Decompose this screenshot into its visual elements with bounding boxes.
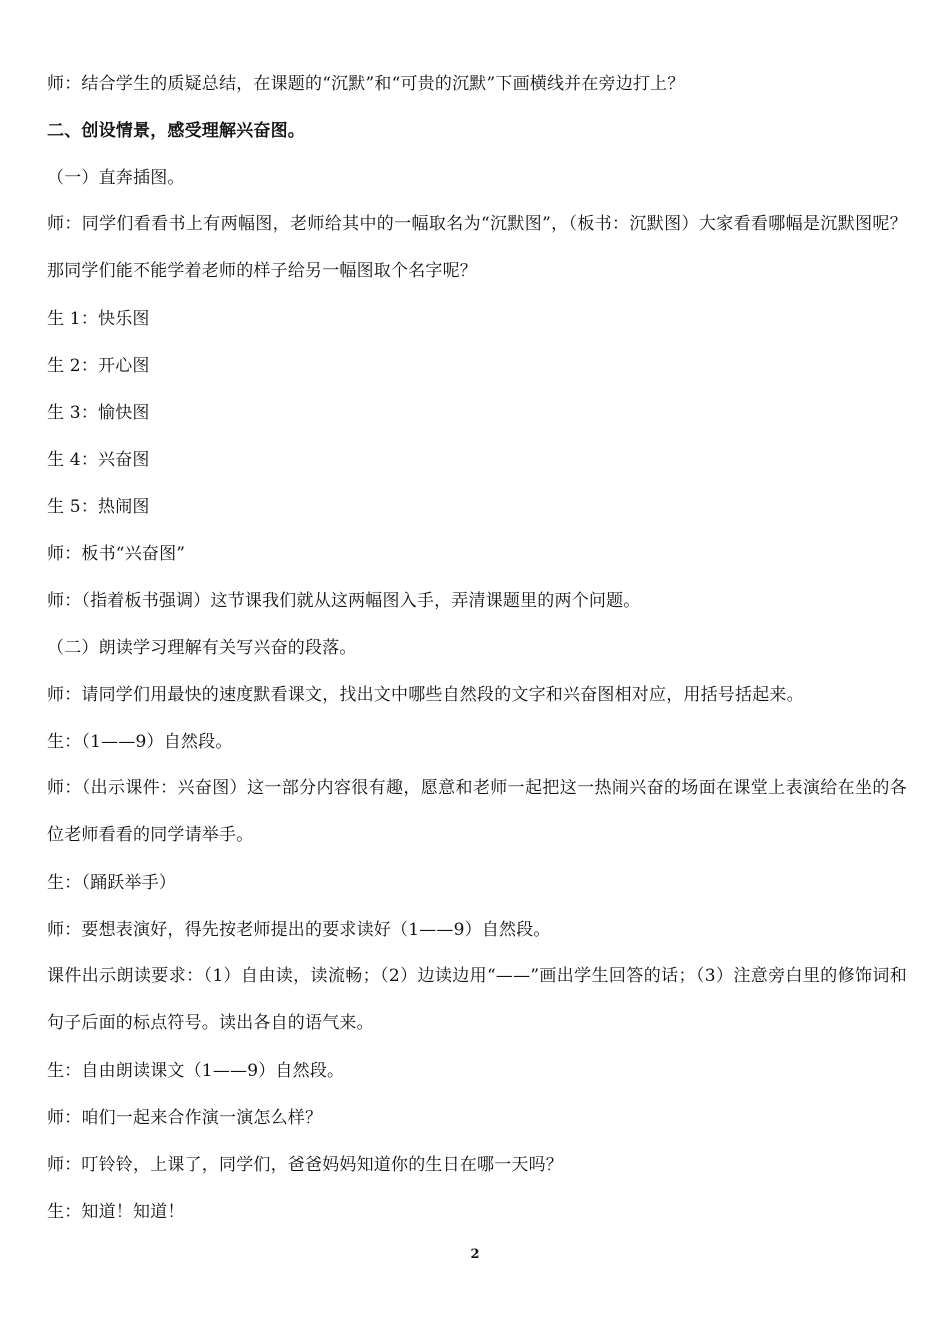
text-line: 生：（1——9）自然段。 xyxy=(47,732,233,752)
subsection-heading: （一）直奔插图。 xyxy=(47,168,185,188)
text-line: 师：要想表演好，得先按老师提出的要求读好（1——9）自然段。 xyxy=(47,920,551,940)
text-line: 生 4：兴奋图 xyxy=(47,450,150,470)
text-line: 师：结合学生的质疑总结，在课题的“沉默”和“可贵的沉默”下画横线并在旁边打上？ xyxy=(47,74,685,94)
text-paragraph: 师：同学们看看书上有两幅图，老师给其中的一幅取名为“沉默图”，（板书：沉默图）大家看看哪幅是沉默图呢？那同学们能不能学着老师的样子给另一幅图取个名字呢？ xyxy=(47,214,907,281)
section-heading: 二、创设情景，感受理解兴奋图。 xyxy=(47,121,305,141)
text-line: 生：（踊跃举手） xyxy=(47,873,177,893)
text-line: 生 5：热闹图 xyxy=(47,497,150,517)
text-line: 生：知道！知道！ xyxy=(47,1202,185,1222)
text-paragraph: 师：（出示课件：兴奋图）这一部分内容很有趣，愿意和老师一起把这一热闹兴奋的场面在课堂上表演给在坐的各位老师看看的同学请举手。 xyxy=(47,778,907,845)
text-line: 师：咱们一起来合作演一演怎么样？ xyxy=(47,1108,323,1128)
text-paragraph: 课件出示朗读要求：（1）自由读，读流畅；（2）边读边用“——”画出学生回答的话；（3）注意旁白里的修饰词和句子后面的标点符号。读出各自的语气来。 xyxy=(47,966,907,1033)
page-number: 2 xyxy=(470,1247,480,1262)
text-line: 生 3：愉快图 xyxy=(47,403,150,423)
text-line: 师：叮铃铃，上课了，同学们，爸爸妈妈知道你的生日在哪一天吗？ xyxy=(47,1155,563,1175)
text-line: 师：（指着板书强调）这节课我们就从这两幅图入手，弄清课题里的两个问题。 xyxy=(47,591,641,611)
subsection-heading: （二）朗读学习理解有关写兴奋的段落。 xyxy=(47,638,357,658)
text-line: 师：请同学们用最快的速度默看课文，找出文中哪些自然段的文字和兴奋图相对应，用括号括起来。 xyxy=(47,685,804,705)
text-line: 师：板书“兴奋图” xyxy=(47,544,186,564)
text-line: 生 2：开心图 xyxy=(47,356,150,376)
text-line: 生 1：快乐图 xyxy=(47,309,150,329)
text-line: 生：自由朗读课文（1——9）自然段。 xyxy=(47,1061,345,1081)
